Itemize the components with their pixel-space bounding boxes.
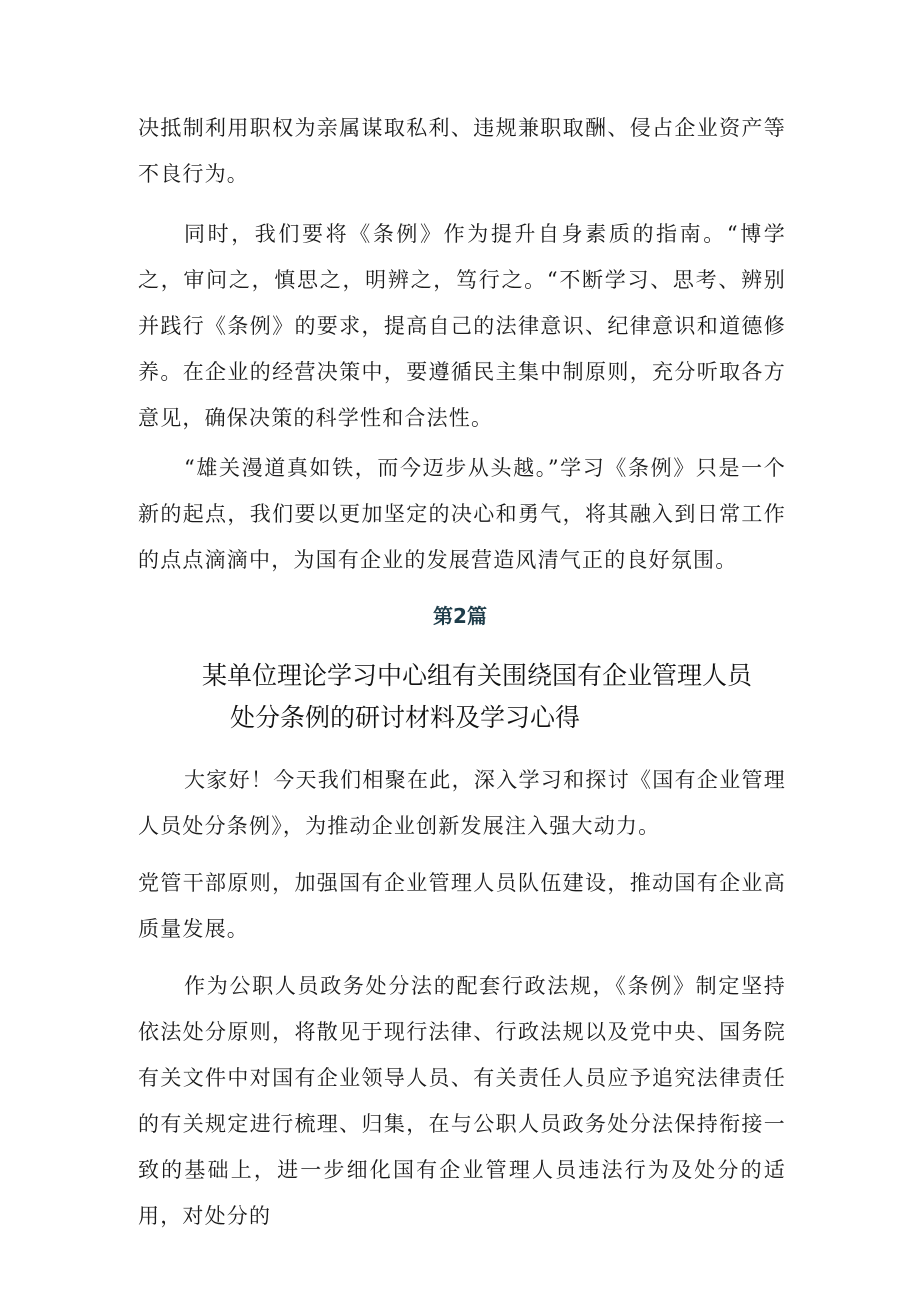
paragraph-1: 决抵制利用职权为亲属谋取私利、违规兼职取酬、侵占企业资产等不良行为。 [138,116,786,186]
paragraph-3: “雄关漫道真如铁，而今迈步从头越。”学习《条例》只是一个新的起点，我们要以更加坚定的决心和勇气，将其融入到日常工作的点点滴滴中，为国有企业的发展营造风清气正的良好氛围。 [138,456,786,572]
paragraph-4: 大家好！今天我们相聚在此，深入学习和探讨《国有企业管理人员处分条例》，为推动企业创新发展注入强大动力。 [138,768,786,838]
section-label: 第2篇 [433,604,487,628]
title-line-2: 处分条例的研讨材料及学习心得 [230,703,581,732]
title-line-1: 某单位理论学习中心组有关围绕国有企业管理人员 [202,661,753,690]
paragraph-6: 作为公职人员政务处分法的配套行政法规，《条例》制定坚持依法处分原则，将散见于现行法律、行政法规以及党中央、国务院有关文件中对国有企业领导人员、有关责任人员应予追究法律责任的有关规定进行梳理、归集，在与公职人员政务处分法保持衔接一致的基础上，进一步细化国有企业管理人员违法行为及处分的适用，对处分的 [138,974,786,1228]
document-title [150,655,800,739]
paragraph-2: 同时，我们要将《条例》作为提升自身素质的指南。“博学之，审问之，慎思之，明辨之，笃行之。“不断学习、思考、辨别并践行《条例》的要求，提高自己的法律意识、纪律意识和道德修养。在企业的经营决策中，要遵循民主集中制原则，充分听取各方意见，确保决策的科学性和合法性。 [138,222,786,430]
paragraph-5: 党管干部原则，加强国有企业管理人员队伍建设，推动国有企业高质量发展。 [138,871,786,941]
